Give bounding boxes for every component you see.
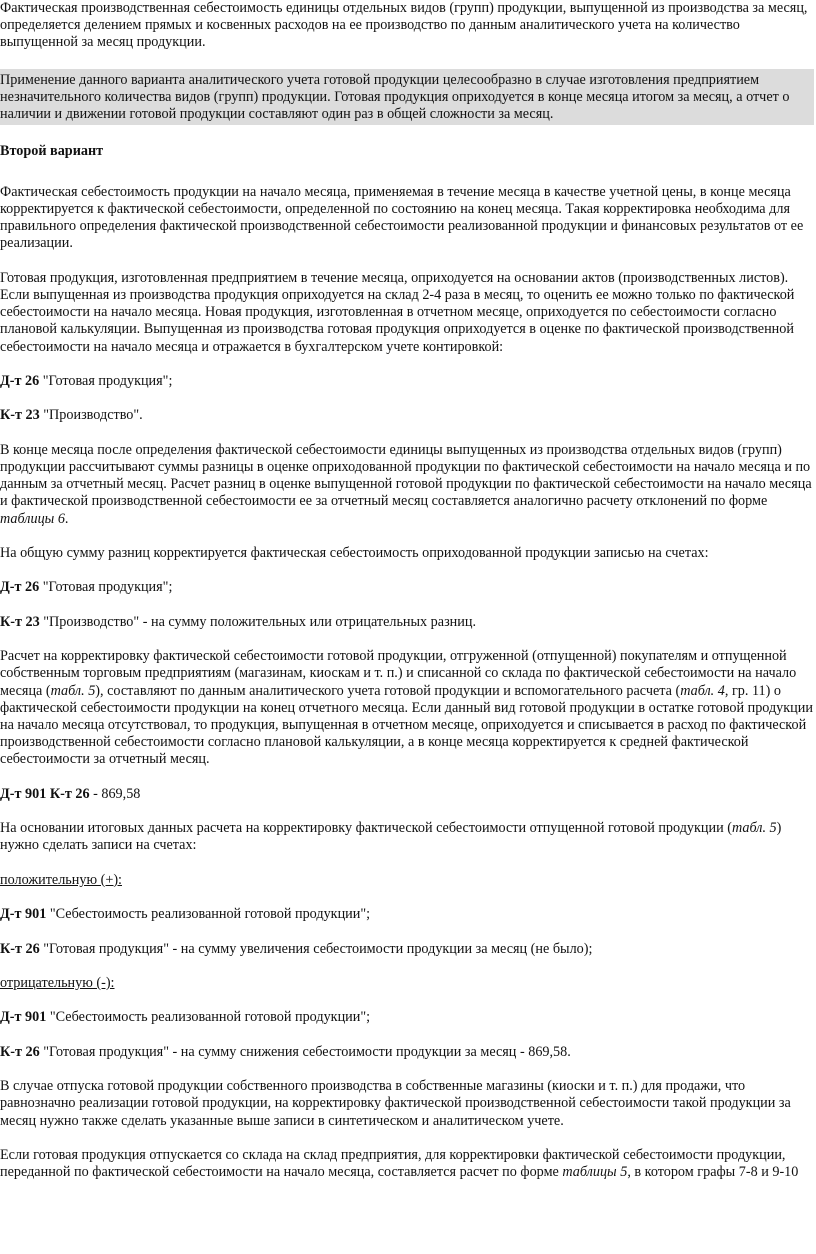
entry-text: "Производство". (39, 407, 143, 424)
entry-text: "Готовая продукция"; (39, 579, 173, 596)
entry-text: "Себестоимость реализованной готовой продукции"; (46, 906, 371, 923)
section-heading (0, 143, 814, 160)
paragraph-month-end (0, 442, 814, 528)
entry-credit-26-positive (0, 941, 814, 958)
paragraph-actual-cost: Фактическая производственная себестоимость единицы отдельных видов (групп) продукции, выпущенной из производства за месяц, определяется делением прямых и косвенных расходов на ее производство по данным аналитического учета на количество выпущенной за месяц продукции. (0, 0, 808, 51)
label-negative (0, 975, 814, 992)
entry-account: К-т 23 (0, 613, 40, 630)
paragraph-basis (0, 820, 814, 854)
highlighted-block (0, 69, 814, 126)
entry-901-26 (0, 786, 814, 803)
entry-debit-901-positive (0, 906, 814, 923)
entry-account: К-т 23 (0, 407, 40, 424)
paragraph-warehouse-transfer (0, 1147, 814, 1181)
table-ref: табл. 4 (680, 682, 725, 699)
entry-account: К-т 26 (0, 940, 40, 957)
entry-text: - 869,58 (89, 785, 141, 802)
heading-text: Второй вариант (0, 142, 104, 159)
paragraph-text: , в котором графы 7-8 и 9-10 (627, 1164, 799, 1181)
paragraph-correction: Фактическая себестоимость продукции на начало месяца, применяемая в течение месяца в качестве учетной цены, в конце месяца корректируется к фактической себестоимости, определенной по состоянию на конец месяца. Такая корректировка необходима для правильного определения фактической производственной себестоимости реализованной продукции и финансовых результатов от ее реализации. (0, 183, 804, 252)
entry-account: Д-т 26 (0, 579, 40, 596)
entry-account: Д-т 26 (0, 373, 40, 389)
entry-account: Д-т 901 (0, 906, 47, 923)
paragraph-own-shops: В случае отпуска готовой продукции собственного производства в собственные магазины (киоски и т. п.) для продажи, что равнозначно реализации готовой продукции, на корректировку фактической производственной себестоимости такой продукции за месяц нужно также сделать указанные выше записи в синтетическом и аналитическом учете. (0, 1078, 791, 1129)
entry-debit-901-negative (0, 1009, 814, 1026)
paragraph-text-end: . (64, 510, 69, 527)
table-ref: табл. 5 (731, 820, 777, 837)
entry-text: "Готовая продукция"; (39, 373, 173, 389)
entry-debit-26 (0, 373, 814, 390)
paragraph-text: Расчет на корректировку фактической себестоимости готовой продукции, отгруженной (отпущенной) покупателям и отпущенной собственным торговым предприятиям (магазинам, киоскам и т. п.) и списанной со склада по фактической себестоимости на начало месяца ( (0, 648, 797, 699)
positive-label-text: положительную (+): (0, 871, 122, 888)
entry-credit-26-negative (0, 1044, 814, 1061)
paragraph-highlighted: Применение данного варианта аналитического учета готовой продукции целесообразно в случае изготовления предприятием незначительного количества видов (групп) продукции. Готовая продукция оприходуется в конце месяца итогом за месяц, а отчет о наличии и движении готовой продукции составляют один раз в общей сложности за месяц. (0, 71, 790, 123)
entry-text: "Себестоимость реализованной готовой продукции"; (46, 1009, 371, 1026)
entry-text: "Производство" - на сумму положительных или отрицательных разниц. (39, 613, 477, 630)
entry-debit-26-second (0, 579, 814, 596)
paragraph-text: ) нужно сделать записи на счетах: (0, 820, 782, 854)
label-positive (0, 872, 814, 889)
paragraph-text: В конце месяца после определения фактической себестоимости единицы выпущенных из производства отдельных видов (групп) продукции рассчитывают суммы разницы в оценке оприходованной продукции по фактической себестоимости на начало месяца и по данным за отчетный месяц. Расчет разниц в оценке выпущенной готовой продукции по фактической себестоимости на начало месяца и фактической производственной себестоимости ее за отчетный месяц составляется аналогично расчету отклонений по форме (0, 441, 812, 510)
entry-account: Д-т 901 (0, 1009, 47, 1026)
table-ref: таблицы 6 (0, 510, 65, 527)
entry-credit-23 (0, 407, 814, 424)
entry-credit-23-second (0, 614, 814, 631)
entry-text: "Готовая продукция" - на сумму увеличения себестоимости продукции за месяц (не было); (39, 940, 593, 957)
paragraph-text: ), составляют по данным аналитического учета готовой продукции и вспомогательного расчета ( (95, 682, 681, 699)
paragraph-finished-goods: Готовая продукция, изготовленная предприятием в течение месяца, оприходуется на основании актов (производственных листов). Если выпущенная из производства продукция оприходуется на склад 2-4 раза в месяц, то оценить ее можно только по фактической себестоимости на начало месяца. Новая продукция, изготовленная в отчетном месяце, оприходуется по себестоимости согласно плановой калькуляции. Выпущенная из производства готовая продукция оприходуется в оценке по фактической производственной себестоимости на начало месяца и отражается в бухгалтерском учете контировкой: (0, 269, 795, 355)
entry-text: "Готовая продукция" - на сумму снижения себестоимости продукции за месяц - 869,58. (39, 1043, 571, 1060)
table-ref: таблицы 5 (562, 1164, 628, 1181)
paragraph-text: Если готовая продукция отпускается со склада на склад предприятия, для корректировки фактической себестоимости продукции, переданной по фактической себестоимости на начало месяца, составляется расчет по форме (0, 1146, 786, 1181)
entry-account: Д-т 901 К-т 26 (0, 785, 90, 802)
paragraph-calculation (0, 648, 814, 768)
negative-label-text: отрицательную (-): (0, 974, 115, 991)
paragraph-total-differences: На общую сумму разниц корректируется фактическая себестоимость оприходованной продукции записью на счетах: (0, 544, 709, 561)
paragraph-text: На основании итоговых данных расчета на корректировку фактической себестоимости отпущенной готовой продукции ( (0, 820, 732, 837)
entry-account: К-т 26 (0, 1043, 40, 1060)
paragraph-text: , гр. 11) о фактической себестоимости продукции на конец отчетного месяца. Если данный вид готовой продукции в остатке готовой продукции на начало месяца отсутствовал, то продукция, выпущенная в отчетном месяце, оприходуется и списывается в расход по фактической производственной себестоимости согласно плановой калькуляции, а в конце месяца корректируется к средней фактической себестоимости за отчетный месяц. (0, 682, 813, 768)
table-ref: табл. 5 (50, 682, 96, 699)
